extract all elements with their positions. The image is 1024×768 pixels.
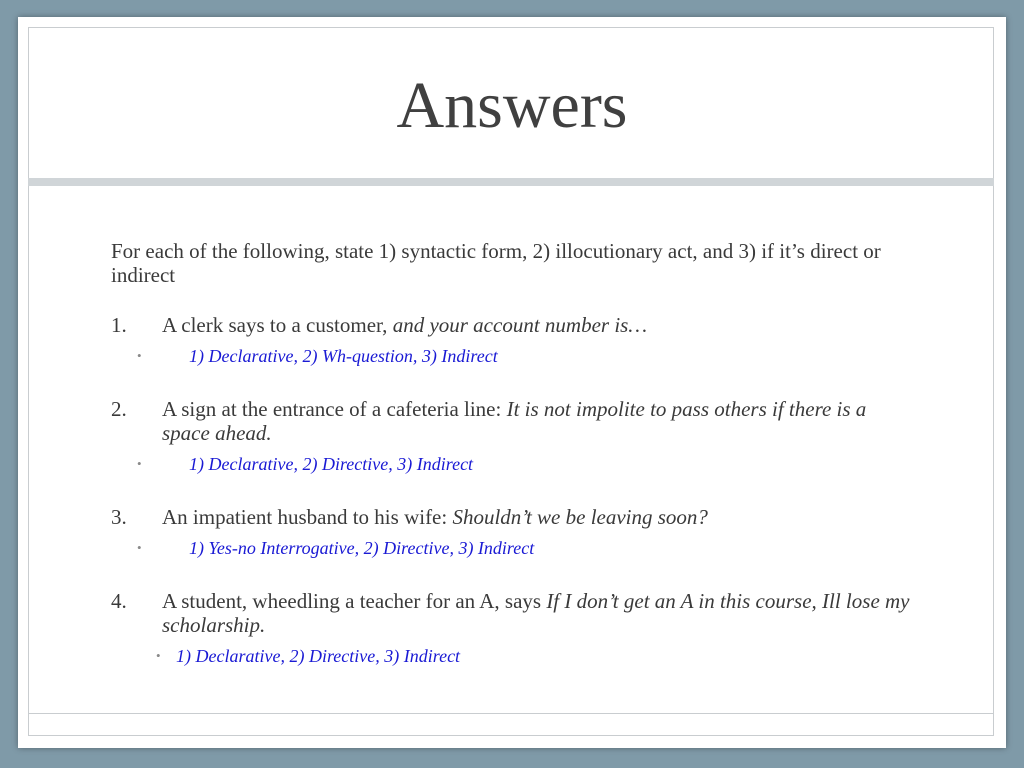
list-item	[111, 589, 911, 667]
question-1	[111, 313, 911, 337]
answer-text: 1) Declarative, 2) Wh-question, 3) Indirect	[189, 346, 498, 366]
list-item	[111, 505, 911, 559]
answer-text: 1) Declarative, 2) Directive, 3) Indirect	[189, 454, 474, 474]
quote-text: and your account number is…	[392, 313, 647, 337]
bullet-icon: •	[156, 648, 161, 663]
question-4	[111, 589, 911, 637]
quote-text: It is not impolite to pass others if there is a space ahead.	[162, 397, 867, 445]
quote-text: Shouldn’t we be leaving soon?	[452, 505, 708, 529]
intro-text: For each of the following, state 1) syntactic form, 2) illocutionary act, and 3) if it’s direct or indirect	[111, 239, 881, 287]
item-number: 2.	[111, 397, 127, 421]
question-3	[111, 505, 911, 529]
answer-text: 1) Yes-no Interrogative, 2) Directive, 3) Indirect	[189, 538, 535, 558]
answer-1	[111, 345, 911, 367]
footer-divider	[28, 713, 994, 714]
answer-2	[111, 453, 911, 475]
prompt-text: A student, wheedling a teacher for an A, says	[162, 589, 547, 613]
answer-4	[111, 645, 911, 667]
quote-text: If I don’t get an A in this course, Ill lose my scholarship.	[162, 589, 910, 637]
question-2	[111, 397, 911, 445]
prompt-text: A clerk says to a customer,	[162, 313, 393, 337]
title-divider	[28, 178, 994, 186]
bullet-icon: •	[137, 348, 142, 363]
slide	[18, 17, 1006, 748]
prompt-text: An impatient husband to his wife:	[162, 505, 453, 529]
item-number: 3.	[111, 505, 127, 529]
bullet-icon: •	[137, 540, 142, 555]
slide-title: Answers	[396, 69, 628, 142]
list-item	[111, 397, 911, 475]
slide-body	[111, 239, 911, 697]
list-item	[111, 313, 911, 367]
item-number: 4.	[111, 589, 127, 613]
item-number: 1.	[111, 313, 127, 337]
bullet-icon: •	[137, 456, 142, 471]
answer-text: 1) Declarative, 2) Directive, 3) Indirect	[176, 646, 461, 666]
answer-3	[111, 537, 911, 559]
prompt-text: A sign at the entrance of a cafeteria line:	[162, 397, 507, 421]
